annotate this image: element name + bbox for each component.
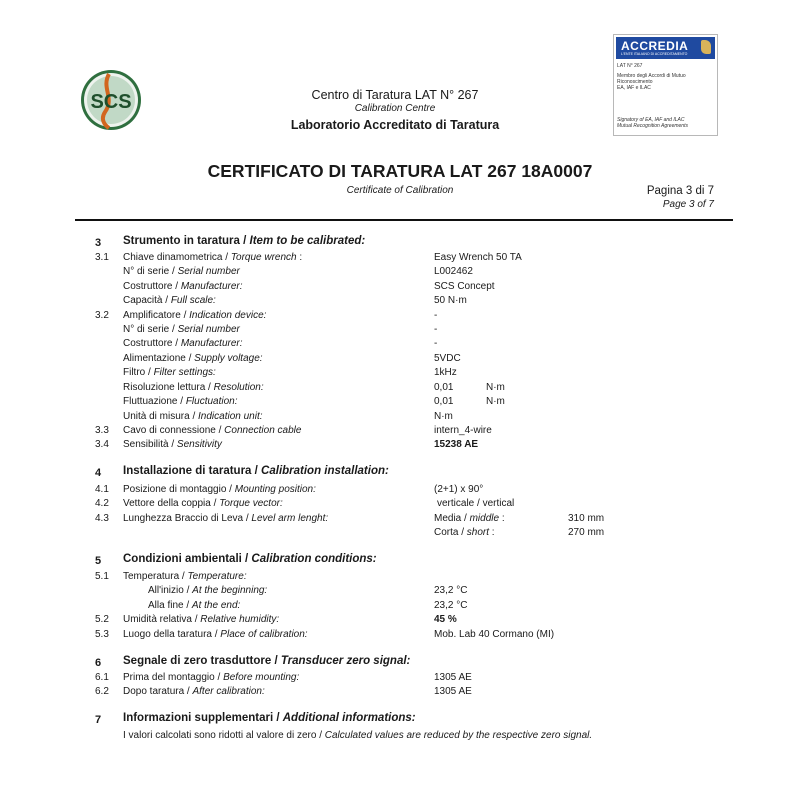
row-value: 15238 AE — [434, 439, 479, 450]
row-label: Posizione di montaggio / Mounting position: — [123, 484, 316, 495]
page-number-it: Pagina 3 di 7 — [646, 185, 714, 197]
section-heading: Installazione di taratura / Calibration installation: — [123, 465, 389, 477]
row-value: 1305 AE — [434, 672, 472, 683]
header-lab: Laboratorio Accreditato di Taratura — [290, 118, 500, 132]
row-label: Sensibilità / Sensitivity — [123, 439, 222, 450]
section-number: 4 — [95, 467, 102, 479]
section-heading: Condizioni ambientali / Calibration conditions: — [123, 553, 377, 565]
row-value: 50 N·m — [434, 295, 467, 306]
additional-note: I valori calcolati sono ridotti al valore di zero / Calculated values are reduced by the respective zero signal. — [123, 730, 593, 741]
certificate-subtitle: Certificate of Calibration — [346, 185, 454, 196]
row-label: N° di serie / Serial number — [123, 266, 240, 277]
row-label: Filtro / Filter settings: — [123, 367, 216, 378]
row-value: - — [434, 338, 438, 349]
badge-signatory-1: Signatory of EA, IAF and ILAC — [617, 117, 685, 123]
row-number: 6.2 — [95, 686, 109, 697]
arm-middle-label: Media / middle : — [434, 513, 505, 524]
row-label: Unità di misura / Indication unit: — [123, 411, 263, 422]
row-label: Risoluzione lettura / Resolution: — [123, 382, 264, 393]
row-value: intern_4-wire — [434, 425, 492, 436]
row-label: Luogo della taratura / Place of calibration: — [123, 629, 308, 640]
badge-signatory-2: Mutual Recognition Agreements — [617, 123, 688, 129]
row-label: Cavo di connessione / Connection cable — [123, 425, 302, 436]
row-label: Costruttore / Manufacturer: — [123, 338, 243, 349]
row-value: Mob. Lab 40 Cormano (MI) — [434, 629, 555, 640]
row-label: Fluttuazione / Fluctuation: — [123, 396, 238, 407]
row-label: N° di serie / Serial number — [123, 324, 240, 335]
row-number: 3.3 — [95, 425, 109, 436]
row-label: Alimentazione / Supply voltage: — [123, 353, 263, 364]
row-value: 23,2 °C — [434, 585, 468, 596]
row-number: 3.4 — [95, 439, 109, 450]
row-value: 5VDC — [434, 353, 461, 364]
arm-short-label: Corta / short : — [434, 527, 495, 538]
row-unit: N·m — [486, 396, 505, 407]
row-number: 5.3 — [95, 629, 109, 640]
row-number: 4.3 — [95, 513, 109, 524]
row-label: Umidità relativa / Relative humidity: — [123, 614, 280, 625]
row-label: All'inizio / At the beginning: — [148, 585, 268, 596]
section-heading: Segnale di zero trasduttore / Transducer zero signal: — [123, 655, 411, 667]
row-value: N·m — [434, 411, 453, 422]
row-label: Vettore della coppia / Torque vector: — [123, 498, 283, 509]
italy-map-icon — [701, 40, 711, 54]
row-value: - — [434, 324, 438, 335]
section-number: 6 — [95, 657, 102, 669]
header-divider — [75, 219, 733, 221]
header-centre-name: Centro di Taratura LAT N° 267 — [311, 88, 479, 102]
row-label: Dopo taratura / After calibration: — [123, 686, 265, 697]
row-value: (2+1) x 90° — [434, 484, 484, 495]
header-centre-en: Calibration Centre — [354, 103, 436, 114]
row-value: 0,01 — [434, 382, 454, 393]
row-label: Prima del montaggio / Before mounting: — [123, 672, 300, 683]
scs-logo — [79, 68, 143, 132]
row-label: Temperatura / Temperature: — [123, 571, 247, 582]
row-value: verticale / vertical — [437, 498, 515, 509]
section-number: 5 — [95, 555, 102, 567]
row-value: 1kHz — [434, 367, 457, 378]
section-number: 3 — [95, 237, 102, 249]
row-label: Amplificatore / Indication device: — [123, 310, 267, 321]
certificate-title: CERTIFICATO DI TARATURA LAT 267 18A0007 — [207, 161, 593, 181]
logo-text: SCS — [90, 91, 132, 113]
row-number: 6.1 — [95, 672, 109, 683]
arm-middle-value: 310 mm — [568, 513, 605, 524]
row-label: Lunghezza Braccio di Leva / Level arm lenght: — [123, 513, 329, 524]
row-value: 0,01 — [434, 396, 454, 407]
badge-member-2: Riconoscimento — [617, 79, 653, 85]
accredia-name: ACCREDIA — [621, 39, 689, 53]
row-unit: N·m — [486, 382, 505, 393]
page-number-en: Page 3 of 7 — [662, 199, 714, 210]
section-number: 7 — [95, 714, 102, 726]
row-number: 3.1 — [95, 252, 109, 263]
row-value: - — [434, 310, 438, 321]
badge-member-1: Membro degli Accordi di Mutuo — [617, 73, 686, 79]
row-value: SCS Concept — [434, 281, 495, 292]
row-value: 1305 AE — [434, 686, 472, 697]
row-number: 5.2 — [95, 614, 109, 625]
row-label: Chiave dinamometrica / Torque wrench : — [123, 252, 303, 263]
badge-member-3: EA, IAF e ILAC — [617, 85, 651, 91]
section-heading: Strumento in taratura / Item to be calibrated: — [123, 235, 366, 247]
row-number: 4.1 — [95, 484, 109, 495]
row-number: 5.1 — [95, 571, 109, 582]
row-value: 45 % — [434, 614, 457, 625]
row-number: 3.2 — [95, 310, 109, 321]
accredia-subtitle: L'ENTE ITALIANO DI ACCREDITAMENTO — [621, 52, 688, 56]
badge-lat: LAT N° 267 — [617, 63, 643, 69]
arm-short-value: 270 mm — [568, 527, 605, 538]
row-value: 23,2 °C — [434, 600, 468, 611]
section-heading: Informazioni supplementari / Additional informations: — [123, 712, 416, 724]
row-value: L002462 — [434, 266, 473, 277]
row-number: 4.2 — [95, 498, 109, 509]
row-value: Easy Wrench 50 TA — [434, 252, 522, 263]
accredia-badge — [613, 34, 718, 136]
row-label: Alla fine / At the end: — [148, 600, 241, 611]
accredia-banner — [616, 37, 715, 59]
row-label: Capacità / Full scale: — [123, 295, 216, 306]
row-label: Costruttore / Manufacturer: — [123, 281, 243, 292]
